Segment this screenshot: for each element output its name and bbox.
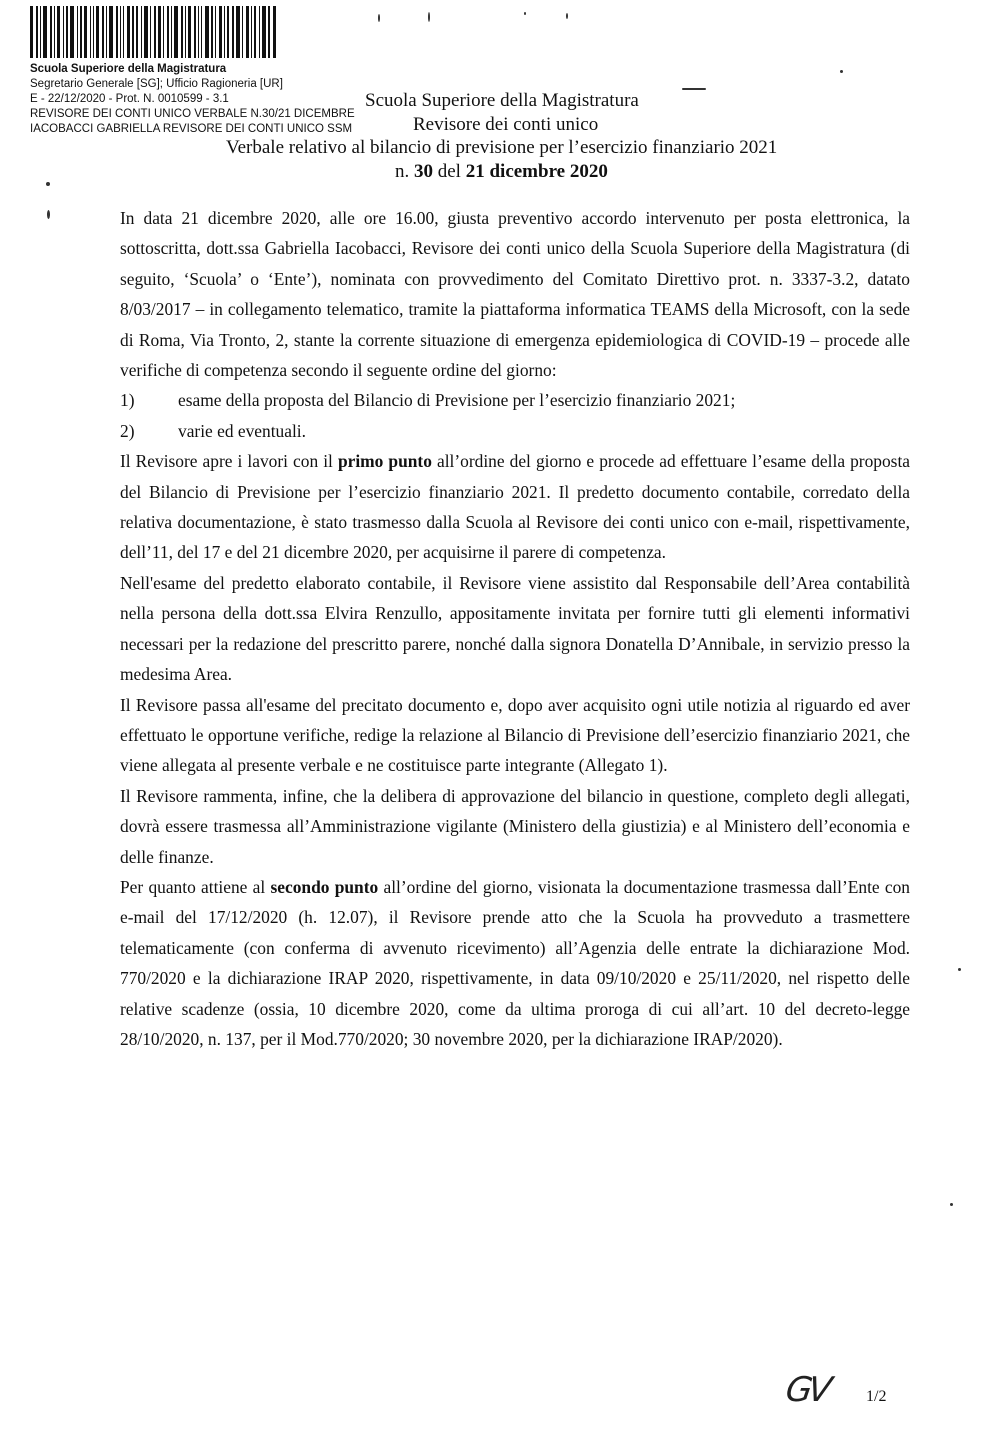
stamp-protocol: E - 22/12/2020 - Prot. N. 0010599 - 3.1: [30, 93, 229, 105]
barcode-bar: [96, 6, 99, 58]
paragraph-assistance: Nell'esame del predetto elaborato contabile, il Revisore viene assistito dal Responsabile dell’Area contabilità nella persona della dott.ssa Elvira Renzullo, appositamente invitata per fornire tutti gli elementi informativi necessari per la redazione del prescritto parere, nonché dalla signora Donatella D’Annibale, in servizio presso la medesima Area.: [120, 572, 910, 685]
header-number: [395, 161, 608, 183]
barcode-bar: [194, 6, 196, 58]
agenda-item-number: 1): [120, 390, 135, 411]
text-run: all’ordine del giorno, visionata la documentazione trasmessa dall’Ente con e-mail del 17/12/2020 (h. 12.07), il Revisore prende atto che la Scuola ha provveduto a trasmettere telematicamente (con conferma di avvenuto ricevimento) all’Agenzia delle entrate la dichiarazione Mod. 770/2020 e la dichiarazione IRAP 2020, rispettivamente, in data 09/10/2020 e 25/11/2020, nel rispetto delle relative scadenze (ossia, 10 dicembre 2020, come da ultima proroga di cui all’art. 10 del decreto-legge 28/10/2020, n. 137, per il Mod.770/2020; 30 novembre 2020, per la dichiarazione IRAP/2020).: [120, 876, 910, 1049]
scan-speck: [46, 182, 50, 186]
barcode-bar: [227, 6, 229, 58]
stamp-institution: Scuola Superiore della Magistratura: [30, 63, 227, 75]
barcode-bar: [251, 6, 252, 58]
barcode-bar: [120, 6, 121, 58]
barcode-bar: [109, 6, 113, 58]
scan-speck: [958, 968, 961, 971]
barcode-bar: [158, 6, 161, 58]
barcode-bar: [181, 6, 183, 58]
barcode-bar: [57, 6, 60, 58]
header-subject: Verbale relativo al bilancio di previsione per l’esercizio finanziario 2021: [226, 137, 778, 158]
paragraph-report: Il Revisore passa all'esame del precitato documento e, dopo aver acquisito ogni utile notizia al riguardo ed aver effettuato le opportune verifiche, redige la relazione al Bilancio di Previsione dell’esercizio finanziario 2021, che viene allegata al presente verbale e ne costituisce parte integrante (Allegato 1).: [120, 694, 910, 776]
barcode-bar: [232, 6, 234, 58]
barcode-bar: [144, 6, 148, 58]
barcode-bar: [205, 6, 209, 58]
barcode-bar: [188, 6, 191, 58]
scan-speck: [950, 1203, 953, 1206]
minutes-body: [120, 203, 910, 1054]
barcode-bar: [246, 6, 249, 58]
barcode-bar: [167, 6, 169, 58]
scan-speck: [524, 12, 526, 15]
barcode-bar: [262, 6, 266, 58]
barcode-bar: [185, 6, 186, 58]
barcode-bar: [77, 6, 78, 58]
barcode-bar: [242, 6, 243, 58]
barcode-bar: [66, 6, 68, 58]
barcode-bar: [54, 6, 55, 58]
header-institution: Scuola Superiore della Magistratura: [365, 90, 639, 111]
barcode-bar: [132, 6, 134, 58]
barcode-bar: [90, 6, 91, 58]
barcode-bar: [163, 6, 164, 58]
number-mid: del: [433, 161, 466, 182]
barcode-bar: [36, 6, 38, 58]
barcode-bar: [154, 6, 156, 58]
number-value: 30: [414, 161, 433, 182]
agenda-item-1: [120, 385, 910, 415]
number-prefix: n.: [395, 161, 414, 182]
scan-speck: [682, 88, 706, 90]
barcode-bar: [127, 6, 130, 58]
barcode-bar: [254, 6, 256, 58]
barcode-bar: [198, 6, 199, 58]
barcode-bar: [136, 6, 138, 58]
barcode-bar: [80, 6, 82, 58]
barcode-bar: [201, 6, 202, 58]
barcode-bar: [40, 6, 41, 58]
barcode-bar: [273, 6, 276, 58]
page-number: 1/2: [866, 1388, 887, 1405]
protocol-stamp: [30, 62, 355, 137]
barcode-bar: [215, 6, 216, 58]
bold-run: secondo punto: [270, 876, 379, 897]
paragraph-second-point: [120, 872, 910, 1054]
scan-speck: [378, 14, 380, 22]
barcode-bar: [84, 6, 87, 58]
protocol-barcode: [30, 6, 360, 58]
agenda-item-text: varie ed eventuali.: [178, 420, 306, 441]
scan-speck: [566, 13, 568, 19]
bold-run: primo punto: [337, 451, 432, 472]
barcode-bar: [93, 6, 94, 58]
barcode-bar: [224, 6, 225, 58]
barcode-bar: [43, 6, 47, 58]
paragraph-opening: In data 21 dicembre 2020, alle ore 16.00, giusta preventivo accordo intervenuto per posta elettronica, la sottoscritta, dott.ssa Gabriella Iacobacci, Revisore dei conti unico della Scuola Superiore della Magistratura (di seguito, ‘Scuola’ o ‘Ente’), nominata con provvedimento del Comitato Direttivo prot. n. 3337-3.2, datato 8/03/2017 – in collegamento telematico, tramite la piattaforma informatica TEAMS della Microsoft, con la sede di Roma, Via Tronto, 2, stante la corrente situazione di emergenza epidemiologica di COVID-19 – procede alle verifiche di competenza secondo il seguente ordine del giorno:: [120, 208, 910, 381]
scan-speck: [428, 12, 430, 22]
barcode-bar: [236, 6, 240, 58]
barcode-bar: [174, 6, 178, 58]
number-date: 21 dicembre 2020: [465, 161, 608, 182]
barcode-bar: [30, 6, 33, 58]
stamp-line-5: IACOBACCI GABRIELLA REVISORE DEI CONTI UNICO SSM: [30, 123, 353, 135]
barcode-bar: [102, 6, 104, 58]
barcode-bar: [63, 6, 64, 58]
barcode-bar: [70, 6, 74, 58]
barcode-bar: [50, 6, 52, 58]
scan-speck: [47, 210, 50, 219]
agenda-item-number: 2): [120, 420, 135, 441]
paragraph-first-point: [120, 446, 910, 568]
scan-speck: [840, 70, 843, 73]
stamp-office: Segretario Generale [SG]; Ufficio Ragioneria [UR]: [30, 78, 283, 90]
barcode-bar: [259, 6, 260, 58]
barcode-bar: [171, 6, 172, 58]
barcode-bar: [219, 6, 222, 58]
header-role: Revisore dei conti unico: [413, 114, 599, 135]
barcode-bar: [141, 6, 142, 58]
paragraph-transmission: Il Revisore rammenta, infine, che la delibera di approvazione del bilancio in questione, completo degli allegati, dovrà essere trasmessa all’Amministrazione vigilante (Ministero della giustizia) e al Ministero dell’economia e delle finanze.: [120, 785, 910, 867]
barcode-bar: [123, 6, 124, 58]
text-run: all’ordine del giorno e procede ad effettuare l’esame della proposta del Bilancio di Previsione per l’esercizio finanziario 2021. Il predetto documento contabile, corredato della relativa documentazione, è stato trasmesso dalla Scuola al Revisore dei conti unico con e-mail, rispettivamente, dell’11, del 17 e del 21 dicembre 2020, per acquisirne il parere di competenza.: [120, 451, 910, 563]
handwritten-signature: GV: [783, 1370, 831, 1410]
text-run: Il Revisore apre i lavori con il: [120, 451, 338, 472]
barcode-bar: [268, 6, 270, 58]
barcode-bar: [150, 6, 151, 58]
agenda-item-2: [120, 416, 910, 446]
barcode-bar: [211, 6, 213, 58]
barcode-bar: [116, 6, 118, 58]
stamp-line-4: REVISORE DEI CONTI UNICO VERBALE N.30/21 DICEMBRE: [30, 108, 355, 120]
agenda-item-text: esame della proposta del Bilancio di Previsione per l’esercizio finanziario 2021;: [178, 390, 736, 411]
text-run: Per quanto attiene al: [120, 876, 271, 897]
barcode-bar: [106, 6, 107, 58]
